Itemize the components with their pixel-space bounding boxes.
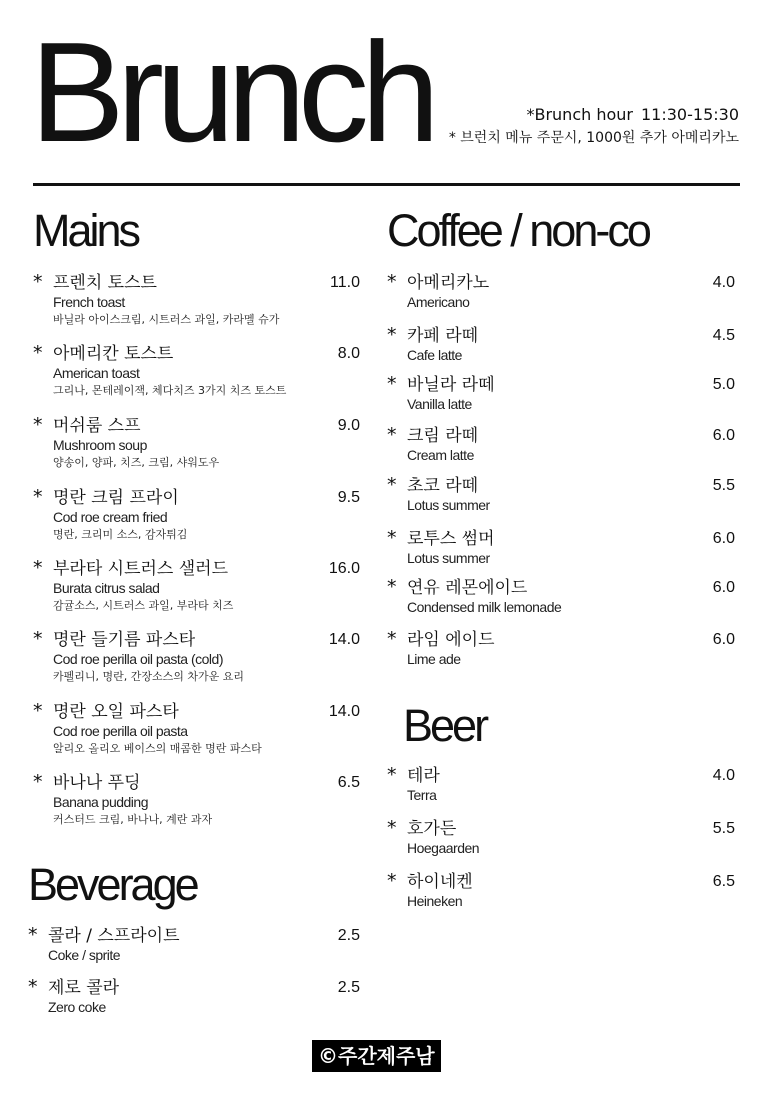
item-name-ko: 머쉬룸 스프	[53, 416, 141, 436]
item-name-ko: 로투스 썸머	[407, 529, 495, 549]
section-title-beverage: Beverage	[28, 859, 197, 910]
item-name-en: Cod roe cream fried	[53, 509, 168, 525]
item-name-en: Lotus summer	[407, 497, 490, 513]
item-price: 5.0	[712, 376, 735, 393]
bullet-icon: *	[387, 324, 397, 346]
menu-item	[33, 629, 360, 686]
item-name-en: Heineken	[407, 893, 463, 909]
item-price: 4.0	[712, 274, 735, 291]
bullet-icon: *	[387, 817, 397, 839]
bullet-icon: *	[33, 486, 43, 508]
menu-item	[387, 272, 735, 311]
bullet-icon: *	[387, 576, 397, 598]
menu-item	[387, 871, 735, 910]
bullet-icon: *	[387, 373, 397, 395]
bullet-icon: *	[28, 924, 38, 946]
bullet-icon: *	[387, 870, 397, 892]
item-name-ko: 제로 콜라	[48, 978, 120, 998]
menu-item	[387, 325, 735, 364]
item-name-ko: 프렌치 토스트	[53, 273, 157, 293]
copyright-watermark: ©주간제주남	[312, 1040, 441, 1072]
bullet-icon: *	[33, 700, 43, 722]
item-name-en: American toast	[53, 365, 140, 381]
item-description: 커스터드 크림, 바나나, 계란 과자	[53, 813, 213, 826]
item-name-ko: 바닐라 라떼	[407, 375, 495, 395]
menu-item	[387, 818, 735, 857]
item-name-ko: 크림 라떼	[407, 426, 479, 446]
item-name-ko: 초코 라떼	[407, 476, 479, 496]
item-name-en: Americano	[407, 294, 470, 310]
menu-item	[387, 475, 735, 514]
bullet-icon: *	[33, 342, 43, 364]
menu-item	[33, 558, 360, 615]
menu-item	[33, 343, 360, 400]
item-name-ko: 명란 크림 프라이	[53, 488, 179, 508]
item-name-ko: 호가든	[407, 819, 457, 839]
item-name-en: Banana pudding	[53, 794, 148, 810]
item-name-en: Cafe latte	[407, 347, 462, 363]
item-price: 14.0	[328, 703, 360, 720]
item-description: 양송이, 양파, 치즈, 크림, 샤워도우	[53, 456, 220, 469]
menu-item	[33, 487, 360, 544]
item-name-en: Cod roe perilla oil pasta (cold)	[53, 651, 223, 667]
item-price: 5.5	[712, 820, 735, 837]
bullet-icon: *	[387, 628, 397, 650]
hours-label: *Brunch hour	[526, 105, 633, 124]
item-description: 명란, 크리미 소스, 감자튀김	[53, 528, 188, 541]
item-price: 2.5	[337, 979, 360, 996]
menu-item	[33, 772, 360, 829]
item-name-en: Cod roe perilla oil pasta	[53, 723, 188, 739]
bullet-icon: *	[33, 557, 43, 579]
item-price: 5.5	[712, 477, 735, 494]
item-price: 4.0	[712, 767, 735, 784]
menu-item	[33, 272, 360, 329]
item-name-ko: 명란 오일 파스타	[53, 702, 179, 722]
brunch-hours	[449, 107, 739, 145]
item-price: 9.5	[337, 489, 360, 506]
item-description: 그리나, 몬테레이잭, 체다치즈 3가지 치즈 토스트	[53, 384, 287, 397]
item-name-ko: 아메리카노	[407, 273, 490, 293]
item-name-ko: 콜라 / 스프라이트	[48, 926, 180, 946]
item-name-en: Zero coke	[48, 999, 106, 1015]
section-title-coffee: Coffee / non-co	[387, 205, 649, 256]
menu-item	[387, 577, 735, 616]
section-title-mains: Mains	[33, 205, 139, 256]
item-name-ko: 라임 에이드	[407, 630, 495, 650]
menu-item	[387, 425, 735, 464]
menu-item	[33, 415, 360, 472]
menu-item	[387, 528, 735, 567]
menu-item	[28, 925, 360, 964]
item-price: 9.0	[337, 417, 360, 434]
item-name-en: Coke / sprite	[48, 947, 121, 963]
item-price: 6.0	[712, 631, 735, 648]
item-description: 알리오 올리오 베이스의 매콤한 명란 파스타	[53, 742, 262, 755]
menu-item	[387, 629, 735, 668]
item-name-en: Terra	[407, 787, 437, 803]
menu-item	[28, 977, 360, 1016]
item-price: 6.5	[712, 873, 735, 890]
bullet-icon: *	[387, 764, 397, 786]
section-title-beer: Beer	[403, 700, 487, 751]
item-description: 카펠리니, 명란, 간장소스의 차가운 요리	[53, 670, 244, 683]
item-name-en: Lime ade	[407, 651, 461, 667]
item-price: 6.0	[712, 579, 735, 596]
item-name-en: Lotus summer	[407, 550, 490, 566]
page-title: Brunch	[30, 13, 432, 172]
item-name-ko: 부라타 시트러스 샐러드	[53, 559, 229, 579]
bullet-icon: *	[33, 271, 43, 293]
item-name-en: Condensed milk lemonade	[407, 599, 562, 615]
item-name-ko: 하이네켄	[407, 872, 473, 892]
item-name-ko: 명란 들기름 파스타	[53, 630, 196, 650]
item-name-en: Burata citrus salad	[53, 580, 160, 596]
item-name-ko: 카페 라떼	[407, 326, 479, 346]
item-name-en: French toast	[53, 294, 125, 310]
item-price: 6.0	[712, 427, 735, 444]
item-description: 감귤소스, 시트러스 과일, 부라타 치즈	[53, 599, 234, 612]
bullet-icon: *	[387, 527, 397, 549]
item-price: 14.0	[328, 631, 360, 648]
item-price: 6.5	[337, 774, 360, 791]
item-price: 6.0	[712, 530, 735, 547]
bullet-icon: *	[33, 628, 43, 650]
item-name-en: Cream latte	[407, 447, 474, 463]
item-name-ko: 바나나 푸딩	[53, 773, 141, 793]
menu-item	[387, 374, 735, 413]
item-name-en: Vanilla latte	[407, 396, 472, 412]
hours-time: 11:30-15:30	[641, 105, 739, 124]
item-price: 16.0	[328, 560, 360, 577]
item-price: 8.0	[337, 345, 360, 362]
item-price: 2.5	[337, 927, 360, 944]
item-name-ko: 테라	[407, 766, 440, 786]
menu-item	[387, 765, 735, 804]
bullet-icon: *	[33, 771, 43, 793]
item-name-en: Mushroom soup	[53, 437, 147, 453]
item-description: 바닐라 아이스크림, 시트러스 과일, 카라멜 슈가	[53, 313, 280, 326]
bullet-icon: *	[387, 271, 397, 293]
item-name-ko: 아메리칸 토스트	[53, 344, 174, 364]
menu-item	[33, 701, 360, 758]
hours-note: * 브런치 메뉴 주문시, 1000원 추가 아메리카노	[448, 130, 739, 146]
bullet-icon: *	[387, 474, 397, 496]
bullet-icon: *	[387, 424, 397, 446]
bullet-icon: *	[28, 976, 38, 998]
item-price: 4.5	[712, 327, 735, 344]
bullet-icon: *	[33, 414, 43, 436]
item-name-en: Hoegaarden	[407, 840, 480, 856]
item-price: 11.0	[330, 274, 360, 291]
header-divider	[33, 183, 740, 186]
item-name-ko: 연유 레몬에이드	[407, 578, 528, 598]
